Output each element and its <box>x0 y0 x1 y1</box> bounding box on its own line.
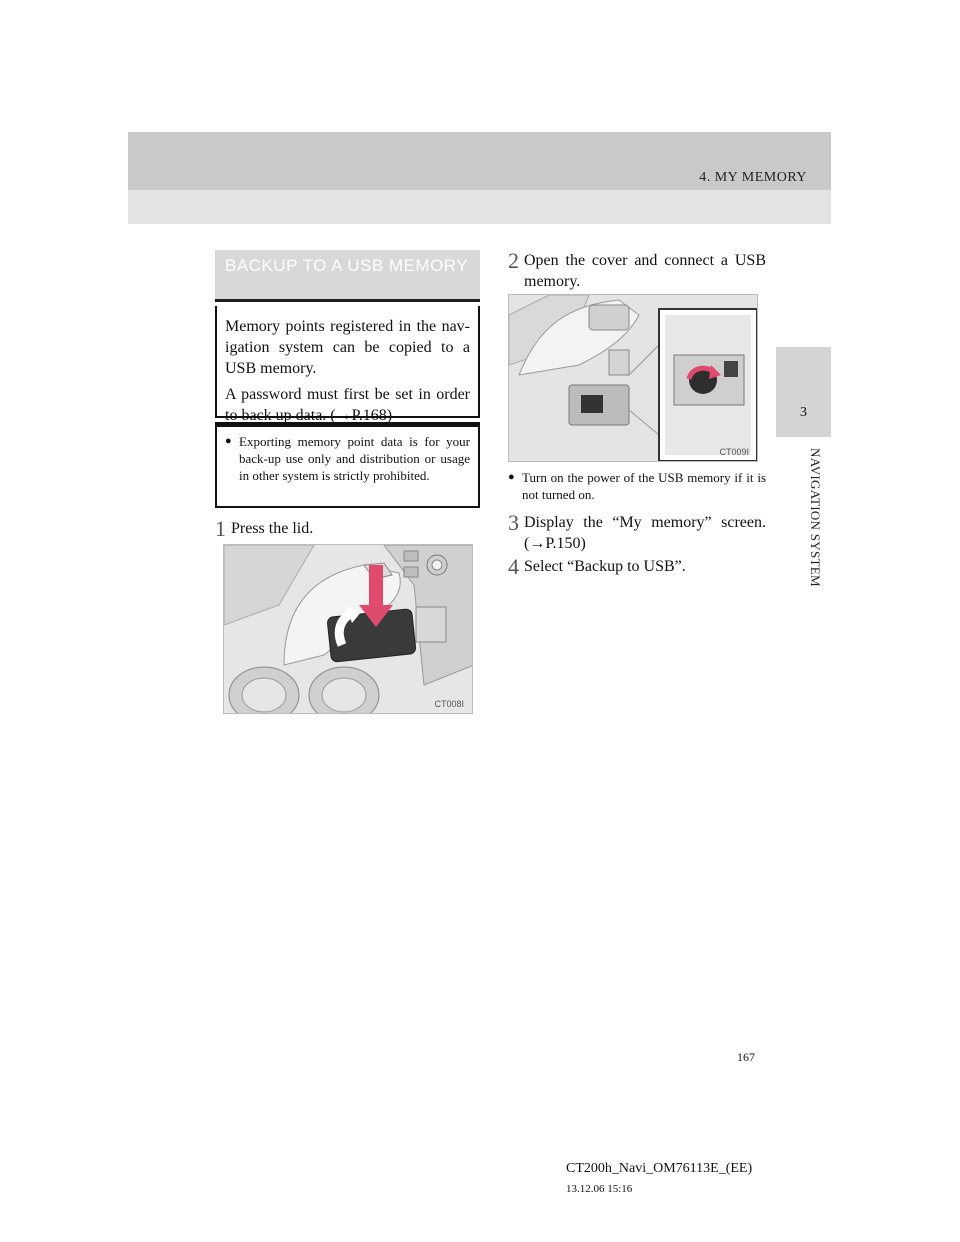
figure-connect-usb <box>508 294 758 462</box>
intro-paragraph: A password must first be set in order to back up data. (→P.168) <box>225 386 470 424</box>
intro-box <box>215 306 480 424</box>
bullet-icon: ● <box>508 471 515 483</box>
section-title: 4. MY MEMORY <box>699 170 807 185</box>
figure-code: CT009I <box>719 447 749 457</box>
step-number: 4 <box>508 554 519 579</box>
step-number: 3 <box>508 510 519 535</box>
console-lid-illustration <box>224 545 473 714</box>
step-3 <box>508 512 766 554</box>
step-text: Open the cover and connect a USB memory. <box>524 252 766 290</box>
intro-paragraph: Memory points registered in the navigation system can be copied to a USB memory. <box>225 318 470 377</box>
page-number: 167 <box>737 1050 755 1064</box>
step-2 <box>508 250 766 292</box>
chapter-number: 3 <box>800 405 807 420</box>
step-text: Press the lid. <box>231 520 314 537</box>
print-date: 13.12.06 15:16 <box>566 1183 633 1195</box>
document-code: CT200h_Navi_OM76113E_(EE) <box>566 1161 753 1176</box>
section-heading: BACKUP TO A USB MEMORY <box>215 250 480 302</box>
step-number: 2 <box>508 248 519 273</box>
note-bullet-item <box>508 469 766 503</box>
step-text: Display the “My memory” screen. (→P.150) <box>524 514 766 552</box>
figure-press-lid <box>223 544 473 714</box>
note-bullet-item <box>225 433 470 484</box>
note-box <box>215 422 480 508</box>
note-bullet-text: Exporting memory point data is for your back-up use only and distribution or usage in other system is strictly prohibited. <box>239 434 470 483</box>
step-text: Select “Backup to USB”. <box>524 558 686 575</box>
step-1 <box>215 518 480 539</box>
usb-port-illustration <box>509 295 758 462</box>
chapter-tab <box>776 347 831 437</box>
header-sub-bar <box>128 190 831 224</box>
chapter-title: NAVIGATION SYSTEM <box>808 448 823 587</box>
figure-code: CT008I <box>434 699 464 709</box>
step-4 <box>508 556 766 577</box>
header-bar <box>128 132 831 190</box>
bullet-icon: ● <box>225 435 232 447</box>
step-number: 1 <box>215 516 226 541</box>
note-text: Turn on the power of the USB memory if it is not turned on. <box>522 470 766 502</box>
